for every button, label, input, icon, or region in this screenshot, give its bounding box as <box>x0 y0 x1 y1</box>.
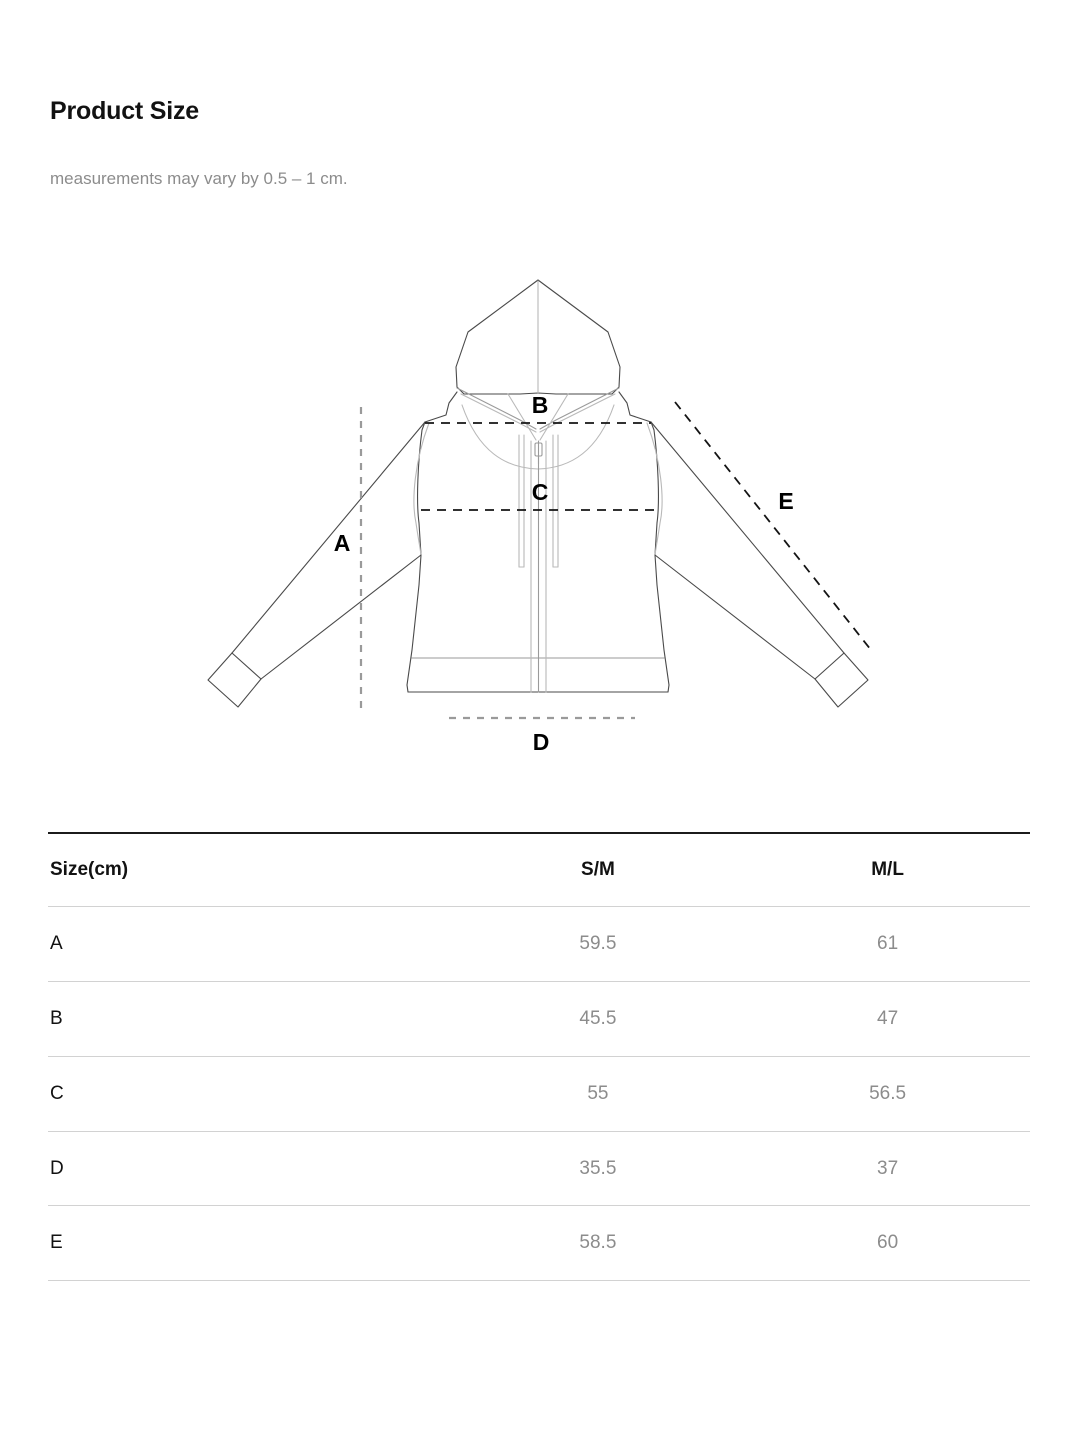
column-header-size: Size(cm) <box>48 833 451 906</box>
body-left-outline <box>407 422 425 692</box>
measure-line-e <box>675 402 871 650</box>
row-label-d: D <box>48 1131 451 1206</box>
hoodie-diagram <box>0 255 1080 775</box>
hood-band-right-inner <box>540 394 615 432</box>
armhole-seam-left <box>414 423 429 555</box>
column-header-ml: M/L <box>745 833 1030 906</box>
armhole-seam-right <box>647 423 662 555</box>
measure-label-c: C <box>531 479 549 505</box>
cell-c-sm: 55 <box>451 1056 746 1131</box>
table-header-row <box>48 833 1030 906</box>
size-table-body <box>48 906 1030 1280</box>
cell-a-sm: 59.5 <box>451 906 746 981</box>
row-label-e: E <box>48 1206 451 1281</box>
measure-label-d: D <box>532 729 550 755</box>
sleeve-right-cuff-seam <box>815 653 844 679</box>
hoodie-illustration-svg <box>0 255 1080 775</box>
sleeve-right-under <box>655 555 815 679</box>
cell-d-sm: 35.5 <box>451 1131 746 1206</box>
column-header-sm: S/M <box>451 833 746 906</box>
measure-label-a: A <box>333 530 351 556</box>
header <box>50 96 1010 190</box>
row-label-c: C <box>48 1056 451 1131</box>
hood-band-left-inner <box>461 394 536 432</box>
table-row <box>48 981 1030 1056</box>
table-row <box>48 906 1030 981</box>
measurement-disclaimer: measurements may vary by 0.5 – 1 cm. <box>50 169 348 188</box>
cell-a-ml: 61 <box>745 906 1030 981</box>
sleeve-left-cuff-seam <box>232 653 261 679</box>
row-label-a: A <box>48 906 451 981</box>
cell-e-sm: 58.5 <box>451 1206 746 1281</box>
shoulder-left <box>425 392 457 422</box>
sleeve-right-top <box>651 422 844 653</box>
cell-e-ml: 60 <box>745 1206 1030 1281</box>
measure-label-b: B <box>531 392 549 418</box>
shoulder-right <box>619 392 651 422</box>
page-title: Product Size <box>50 97 200 125</box>
table-row <box>48 1056 1030 1131</box>
sleeve-left-under <box>261 555 421 679</box>
sleeve-left-top <box>232 422 425 653</box>
row-label-b: B <box>48 981 451 1056</box>
cuff-left <box>208 653 261 707</box>
cuff-right <box>815 653 868 707</box>
cell-b-sm: 45.5 <box>451 981 746 1056</box>
body-right-outline <box>651 422 669 692</box>
cell-b-ml: 47 <box>745 981 1030 1056</box>
cell-c-ml: 56.5 <box>745 1056 1030 1131</box>
measure-label-e: E <box>778 488 794 514</box>
table-row <box>48 1206 1030 1281</box>
size-table <box>48 832 1030 1281</box>
size-table-head <box>48 833 1030 906</box>
cell-d-ml: 37 <box>745 1131 1030 1206</box>
table-row <box>48 1131 1030 1206</box>
